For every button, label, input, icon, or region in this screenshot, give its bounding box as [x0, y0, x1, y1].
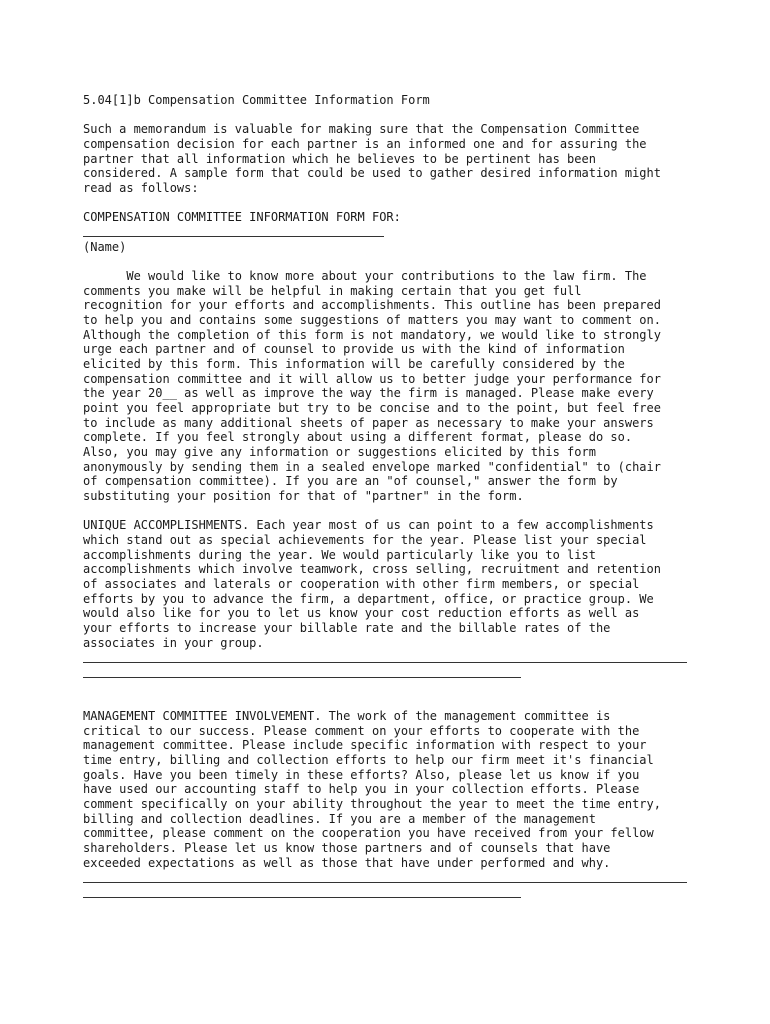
instructions-line: substituting your position for that of "partner" in the form. — [83, 489, 524, 503]
management-line: critical to our success. Please comment on your efforts to cooperate with the — [83, 724, 640, 738]
instructions-line: recognition for your efforts and accomplishments. This outline has been prepared — [83, 298, 661, 312]
intro-line: read as follows: — [83, 181, 199, 195]
instructions-line: compensation committee and it will allow us to better judge your performance for — [83, 372, 661, 386]
name-label: (Name) — [83, 240, 127, 254]
unique-line: accomplishments which involve teamwork, cross selling, recruitment and retention — [83, 562, 661, 576]
management-line: management committee. Please include specific information with respect to your — [83, 738, 647, 752]
management-line: time entry, billing and collection efforts to help our firm meet it's financial — [83, 753, 654, 767]
management-line: exceeded expectations as well as those that have under performed and why. — [83, 856, 611, 870]
instructions-line: Also, you may give any information or suggestions elicited by this form — [83, 445, 596, 459]
management-line: committee, please comment on the cooperation you have received from your fellow — [83, 826, 654, 840]
instructions-line: comments you make will be helpful in making certain that you get full — [83, 284, 582, 298]
unique-answer-line[interactable] — [83, 662, 687, 663]
section-heading: 5.04[1]b Compensation Committee Information Form — [83, 93, 430, 107]
management-answer-line[interactable] — [83, 897, 521, 898]
intro-line: considered. A sample form that could be used to gather desired information might — [83, 166, 661, 180]
instructions-line: to help you and contains some suggestions of matters you may want to comment on. — [83, 313, 661, 327]
intro-line: compensation decision for each partner is an informed one and for assuring the — [83, 137, 647, 151]
instructions-line: the year 20__ as well as improve the way the firm is managed. Please make every — [83, 386, 654, 400]
instructions-line: We would like to know more about your contributions to the law firm. The — [83, 269, 647, 283]
intro-line: Such a memorandum is valuable for making sure that the Compensation Committee — [83, 122, 640, 136]
unique-line: UNIQUE ACCOMPLISHMENTS. Each year most of us can point to a few accomplishments — [83, 518, 654, 532]
instructions-line: of compensation committee). If you are an "of counsel," answer the form by — [83, 474, 618, 488]
unique-line: would also like for you to let us know your cost reduction efforts as well as — [83, 606, 640, 620]
instructions-line: Although the completion of this form is not mandatory, we would like to strongly — [83, 328, 661, 342]
unique-line: your efforts to increase your billable rate and the billable rates of the — [83, 621, 611, 635]
instructions-line: point you feel appropriate but try to be concise and to the point, but feel free — [83, 401, 661, 415]
management-line: MANAGEMENT COMMITTEE INVOLVEMENT. The work of the management committee is — [83, 709, 611, 723]
management-line: billing and collection deadlines. If you are a member of the management — [83, 812, 596, 826]
unique-line: which stand out as special achievements for the year. Please list your special — [83, 533, 647, 547]
unique-answer-line[interactable] — [83, 677, 521, 678]
intro-line: partner that all information which he believes to be pertinent has been — [83, 152, 596, 166]
management-line: have used our accounting staff to help you in your collection efforts. Please — [83, 782, 640, 796]
instructions-line: elicited by this form. This information will be carefully considered by the — [83, 357, 625, 371]
form-title: COMPENSATION COMMITTEE INFORMATION FORM FOR: — [83, 210, 401, 224]
instructions-line: to include as many additional sheets of paper as necessary to make your answers — [83, 416, 654, 430]
unique-line: associates in your group. — [83, 636, 264, 650]
unique-line: accomplishments during the year. We would particularly like you to list — [83, 548, 596, 562]
name-blank-line[interactable] — [83, 236, 384, 237]
instructions-line: complete. If you feel strongly about using a different format, please do so. — [83, 430, 633, 444]
unique-line: efforts by you to advance the firm, a department, office, or practice group. We — [83, 592, 654, 606]
instructions-line: urge each partner and of counsel to provide us with the kind of information — [83, 342, 625, 356]
unique-line: of associates and laterals or cooperation with other firm members, or special — [83, 577, 640, 591]
management-line: goals. Have you been timely in these efforts? Also, please let us know if you — [83, 768, 640, 782]
management-answer-line[interactable] — [83, 882, 687, 883]
management-line: comment specifically on your ability throughout the year to meet the time entry, — [83, 797, 661, 811]
instructions-line: anonymously by sending them in a sealed envelope marked "confidential" to (chair — [83, 460, 661, 474]
management-line: shareholders. Please let us know those partners and of counsels that have — [83, 841, 611, 855]
